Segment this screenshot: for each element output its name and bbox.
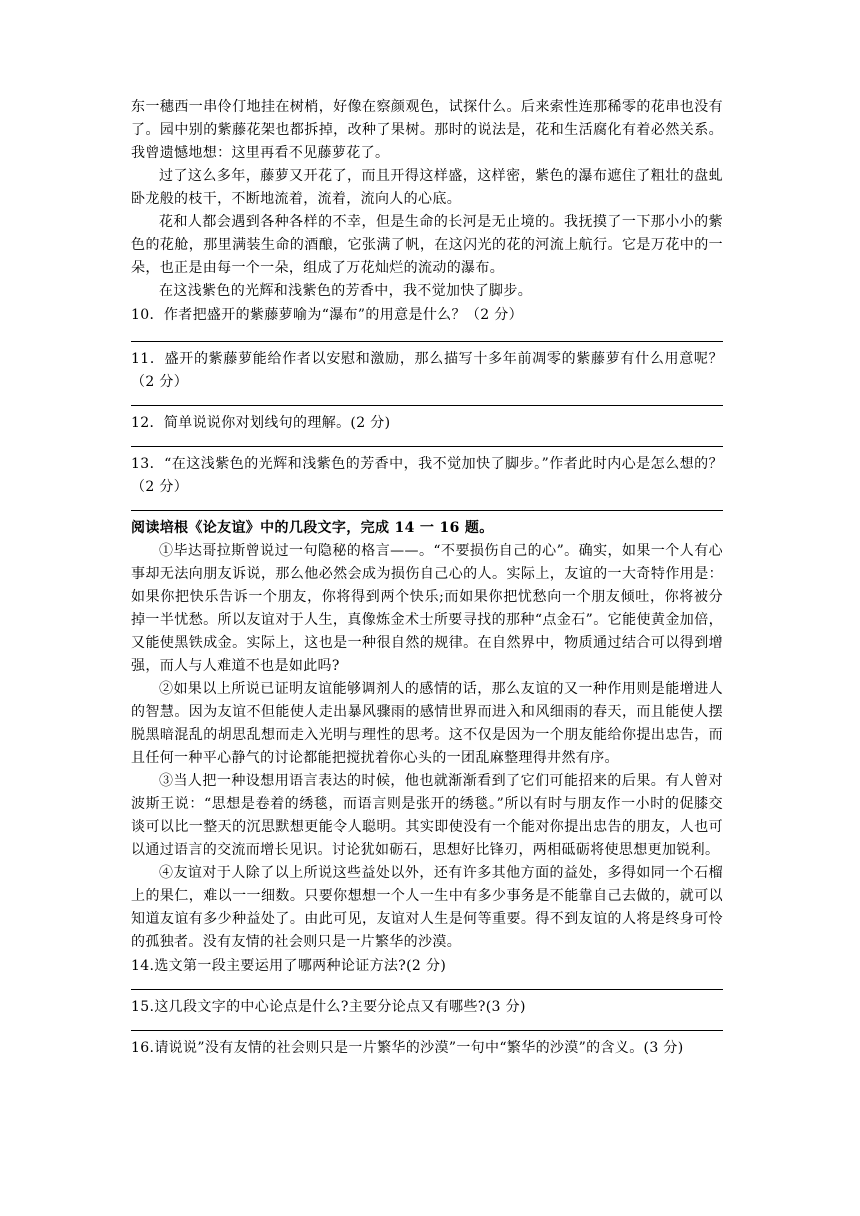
passage2-paragraph-4: ④友谊对于人除了以上所说这些益处以外，还有许多其他方面的益处，多得如同一个石榴上的果仁，难以一一细数。只要你想想一个人一生中有多少事务是不能靠自己去做的，就可以知道友谊有多少种益处了。由此可见，友谊对人生是何等重要。得不到友谊的人将是终身可怜的孤独者。没有友情的社会则只是一片繁华的沙漠。 <box>131 865 723 950</box>
passage2-paragraph-3: ③当人把一种设想用语言表达的时候，他也就渐渐看到了它们可能招来的后果。有人曾对波斯王说：“思想是卷着的绣毯，而语言则是张开的绣毯。”所以有时与朋友作一小时的促膝交谈可以比一整天的沉思默想更能令人聪明。其实即使没有一个能对你提出忠告的朋友，人也可以通过语言的交流而增长见识。讨论犹如砺石，思想好比锋刃，两相砥砺将使思想更加锐利。 <box>131 773 723 858</box>
passage1-paragraph-a: 东一穗西一串伶仃地挂在树梢，好像在察颜观色，试探什么。后来索性连那稀零的花串也没有了。园中别的紫藤花架也都拆掉，改种了果树。那时的说法是，花和生活腐化有着必然关系。我曾遗憾地想：这里再看不见藤萝花了。 <box>131 99 723 161</box>
answer-line-11[interactable] <box>131 405 723 406</box>
question-10: 10．作者把盛开的紫藤萝喻为“瀑布”的用意是什么？（2 分） <box>131 307 523 323</box>
passage1-paragraph-d: 在这浅紫色的光辉和浅紫色的芳香中，我不觉加快了脚步。 <box>159 283 533 299</box>
question-11: 11．盛开的紫藤萝能给作者以安慰和激励，那么描写十多年前凋零的紫藤萝有什么用意呢？（2 分） <box>131 351 723 390</box>
document-content <box>131 96 723 1060</box>
question-14: 14.选文第一段主要运用了哪两种论证方法?(2 分) <box>131 958 447 974</box>
answer-line-15[interactable] <box>131 1030 723 1031</box>
answer-line-10[interactable] <box>131 341 723 342</box>
question-16: 16.请说说”没有友情的社会则只是一片繁华的沙漠”一句中“繁华的沙漠”的含义。(3 分) <box>131 1040 684 1056</box>
passage2-paragraph-1: ①毕达哥拉斯曾说过一句隐秘的格言——。“不要损伤自己的心”。确实，如果一个人有心事却无法向朋友诉说，那么他必然会成为损伤自己心的人。实际上，友谊的一大奇特作用是：如果你把快乐告诉一个朋友，你将得到两个快乐;而如果你把忧愁向一个朋友倾吐，你将被分掉一半忧愁。所以友谊对于人生，真像炼金术士所要寻找的那种“点金石”。它能使黄金加倍，又能使黑铁成金。实际上，这也是一种很自然的规律。在自然界中，物质通过结合可以得到增强，而人与人难道不也是如此吗? <box>131 543 723 674</box>
passage1-paragraph-c: 花和人都会遇到各种各样的不幸，但是生命的长河是无止境的。我抚摸了一下那小小的紫色的花舱，那里满装生命的酒酿，它张满了帆，在这闪光的花的河流上航行。它是万花中的一朵，也正是由每一个一朵，组成了万花灿烂的流动的瀑布。 <box>131 214 723 276</box>
answer-line-14[interactable] <box>131 989 723 990</box>
answer-line-13[interactable] <box>131 510 723 511</box>
question-15: 15.这几段文字的中心论点是什么?主要分论点又有哪些?(3 分) <box>131 999 526 1015</box>
question-13: 13．“在这浅紫色的光辉和浅紫色的芳香中，我不觉加快了脚步。”作者此时内心是怎么想的？（2 分） <box>131 456 723 495</box>
passage2-paragraph-2: ②如果以上所说已证明友谊能够调剂人的感情的话，那么友谊的又一种作用则是能增进人的智慧。因为友谊不但能使人走出暴风骤雨的感情世界而进入和风细雨的春天，而且能使人摆脱黑暗混乱的胡思乱想而走入光明与理性的思考。这不仅是因为一个朋友能给你提出忠告，而且任何一种平心静气的讨论都能把搅扰着你心头的一团乱麻整理得井然有序。 <box>131 681 723 766</box>
question-12: 12．简单说说你对划线句的理解。(2 分) <box>131 415 391 431</box>
passage1-paragraph-b: 过了这么多年，藤萝又开花了，而且开得这样盛，这样密，紫色的瀑布遮住了粗壮的盘虬卧龙般的枝干，不断地流着，流着，流向人的心底。 <box>131 168 723 207</box>
passage2-heading: 阅读培根《论友谊》中的几段文字，完成 14 一 16 题。 <box>131 520 494 536</box>
answer-line-12[interactable] <box>131 446 723 447</box>
